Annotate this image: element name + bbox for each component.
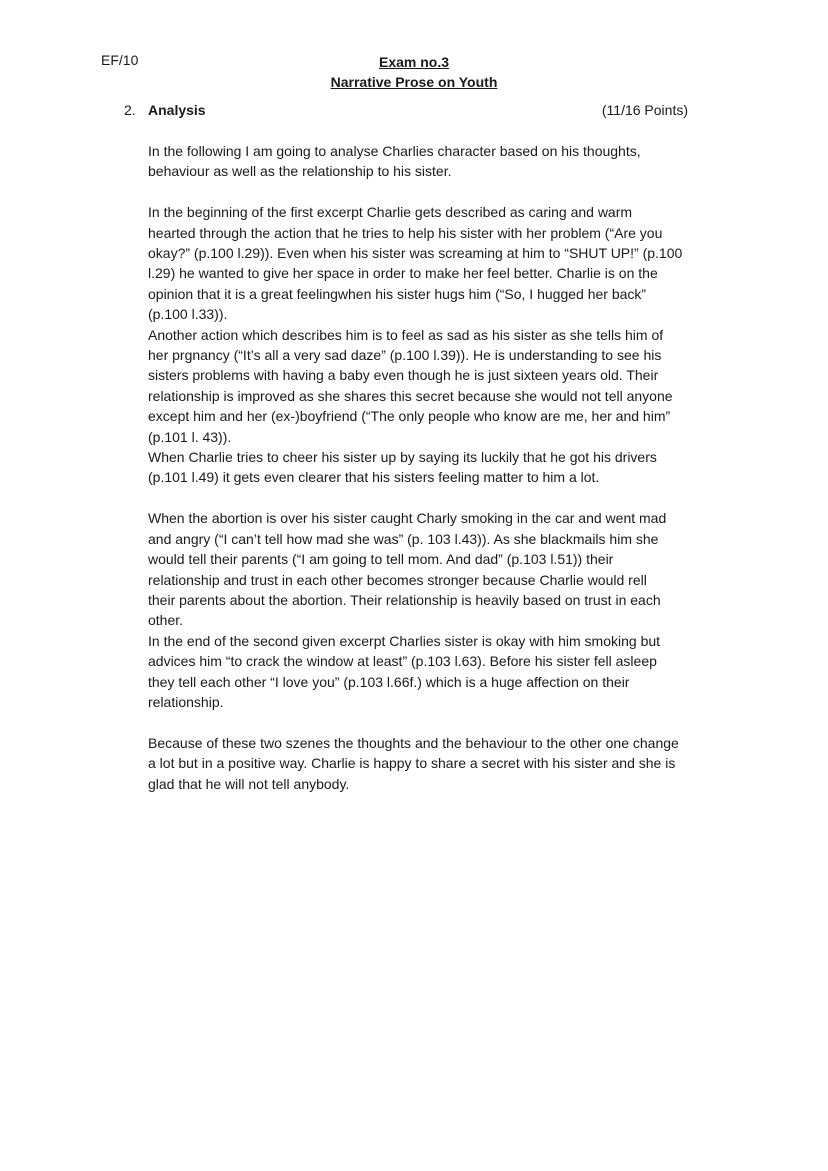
text-line: In the beginning of the first excerpt Charlie gets described as caring and warm: [148, 204, 633, 221]
text-line: except him and her (ex-)boyfriend (“The only people who know are me, her and him”: [148, 408, 671, 425]
text-line: her prgnancy (“It’s all a very sad daze” (p.100 l.39)). He is understanding to see his: [148, 347, 662, 364]
text-line: they tell each other “I love you” (p.103 l.66f.) which is a huge affection on their: [148, 673, 630, 690]
text-line: l.29) he wanted to give her space in order to make her feel better. Charlie is on the: [148, 265, 658, 282]
text-line: and angry (“I can’t tell how mad she was” (p. 103 l.43)). As she blackmails him she: [148, 530, 659, 547]
exam-title-block: [0, 52, 828, 92]
paragraph-intro: [148, 141, 733, 182]
class-code: EF/10: [101, 52, 139, 68]
exam-subtitle: Narrative Prose on Youth: [330, 74, 498, 90]
text-line: would tell their parents (“I am going to tell mom. And dad” (p.103 l.51)) their: [148, 551, 614, 568]
text-line: relationship and trust in each other becomes stronger because Charlie would rell: [148, 571, 647, 588]
text-line: Another action which describes him is to feel as sad as his sister as she tells him of: [148, 326, 664, 343]
text-line: (p.101 l. 43)).: [148, 428, 232, 445]
text-line: (p.101 l.49) it gets even clearer that his sisters feeling matter to him a lot.: [148, 469, 600, 486]
text-line: hearted through the action that he tries to help his sister with her problem (“Are you: [148, 224, 663, 241]
text-line: opinion that it is a great feelingwhen his sister hugs him (“So, I hugged her back”: [148, 285, 647, 302]
exam-title: Exam no.3: [378, 54, 450, 70]
text-line: sisters problems with having a baby even though he is just sixteen years old. Their: [148, 367, 659, 384]
text-line: glad that he will not tell anybody.: [148, 775, 350, 792]
text-line: their parents about the abortion. Their relationship is heavily based on trust in each: [148, 591, 661, 608]
section-number: 2.: [124, 102, 136, 118]
paragraph-conclusion: [148, 733, 733, 794]
section-points: (11/16 Points): [601, 102, 688, 118]
paragraph-second-excerpt: [148, 508, 733, 712]
analysis-body: [148, 141, 733, 794]
text-line: behaviour as well as the relationship to his sister.: [148, 163, 452, 180]
text-line: (p.100 l.33)).: [148, 306, 228, 323]
text-line: When Charlie tries to cheer his sister up by saying its luckily that he got his drivers: [148, 449, 657, 466]
text-line: When the abortion is over his sister caught Charly smoking in the car and went mad: [148, 510, 667, 527]
text-line: other.: [148, 612, 184, 629]
text-line: okay?” (p.100 l.29)). Even when his sister was screaming at him to “SHUT UP!” (p.100: [148, 245, 683, 262]
text-line: relationship is improved as she shares this secret because she would not tell anyone: [148, 387, 673, 404]
text-line: In the end of the second given excerpt Charlies sister is okay with him smoking but: [148, 632, 661, 649]
text-line: Because of these two szenes the thoughts and the behaviour to the other one change: [148, 734, 679, 751]
text-line: relationship.: [148, 693, 224, 710]
text-line: a lot but in a positive way. Charlie is happy to share a secret with his sister and she is: [148, 755, 676, 772]
text-line: advices him “to crack the window at least” (p.103 l.63). Before his sister fell asleep: [148, 653, 657, 670]
section-label: Analysis: [148, 102, 206, 118]
paragraph-first-excerpt: [148, 202, 733, 488]
section-heading: [124, 100, 688, 120]
text-line: In the following I am going to analyse Charlies character based on his thoughts,: [148, 143, 641, 159]
